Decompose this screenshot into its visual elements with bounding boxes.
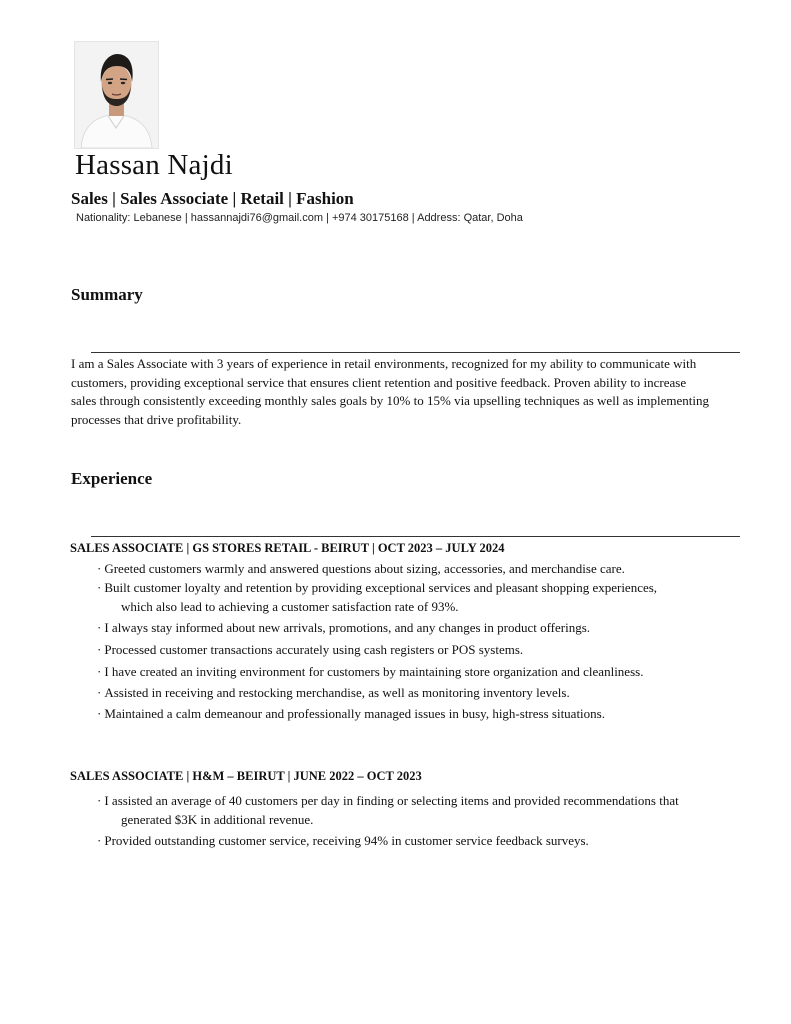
list-item: · Maintained a calm demeanour and professionally managed issues in busy, high-stress situations.: [97, 706, 605, 721]
list-item: · Greeted customers warmly and answered questions about sizing, accessories, and merchandise care.: [97, 561, 625, 576]
list-item: · I always stay informed about new arrivals, promotions, and any changes in product offerings.: [97, 620, 591, 635]
section-title-summary: Summary: [71, 285, 143, 304]
list-item: · Processed customer transactions accurately using cash registers or POS systems.: [97, 642, 524, 657]
person-portrait-icon: [75, 42, 158, 148]
list-item: · I assisted an average of 40 customers per day in finding or selecting items and provided recommendations that generated $3K in additional revenue.: [97, 793, 679, 827]
job-bullet-list: [0, 559, 721, 723]
summary-text: I am a Sales Associate with 3 years of experience in retail environments, recognized for my ability to communicate with customers, providing exceptional service that ensures client retention and positive feedback. Proven ability to increase sales through consistently exceeding monthly sales goals by 10% to 15% via upselling techniques as well as implementing processes that drive profitability.: [71, 356, 709, 427]
job-title: SALES ASSOCIATE | H&M – BEIRUT | JUNE 2022 – OCT 2023: [70, 769, 422, 783]
list-item: · Assisted in receiving and restocking merchandise, as well as monitoring inventory levels.: [97, 685, 570, 700]
candidate-name: Hassan Najdi: [75, 149, 233, 181]
section-divider: [91, 352, 740, 353]
section-title-experience: Experience: [71, 469, 153, 488]
profile-photo: [74, 41, 159, 149]
contact-line: Nationality: Lebanese | hassannajdi76@gmail.com | +974 30175168 | Address: Qatar, Doha: [76, 212, 523, 224]
list-item: · Provided outstanding customer service, receiving 94% in customer service feedback surveys.: [97, 833, 589, 848]
section-divider: [91, 536, 740, 537]
list-item: · Built customer loyalty and retention by providing exceptional services and pleasant shopping experiences, which also lead to achieving a customer satisfaction rate of 93%.: [97, 580, 658, 614]
headline: Sales | Sales Associate | Retail | Fashion: [71, 189, 354, 208]
job-bullet-list: [0, 791, 721, 850]
list-item: · I have created an inviting environment for customers by maintaining store organization and cleanliness.: [97, 664, 644, 679]
job-title: SALES ASSOCIATE | GS STORES RETAIL - BEIRUT | OCT 2023 – JULY 2024: [70, 541, 505, 555]
